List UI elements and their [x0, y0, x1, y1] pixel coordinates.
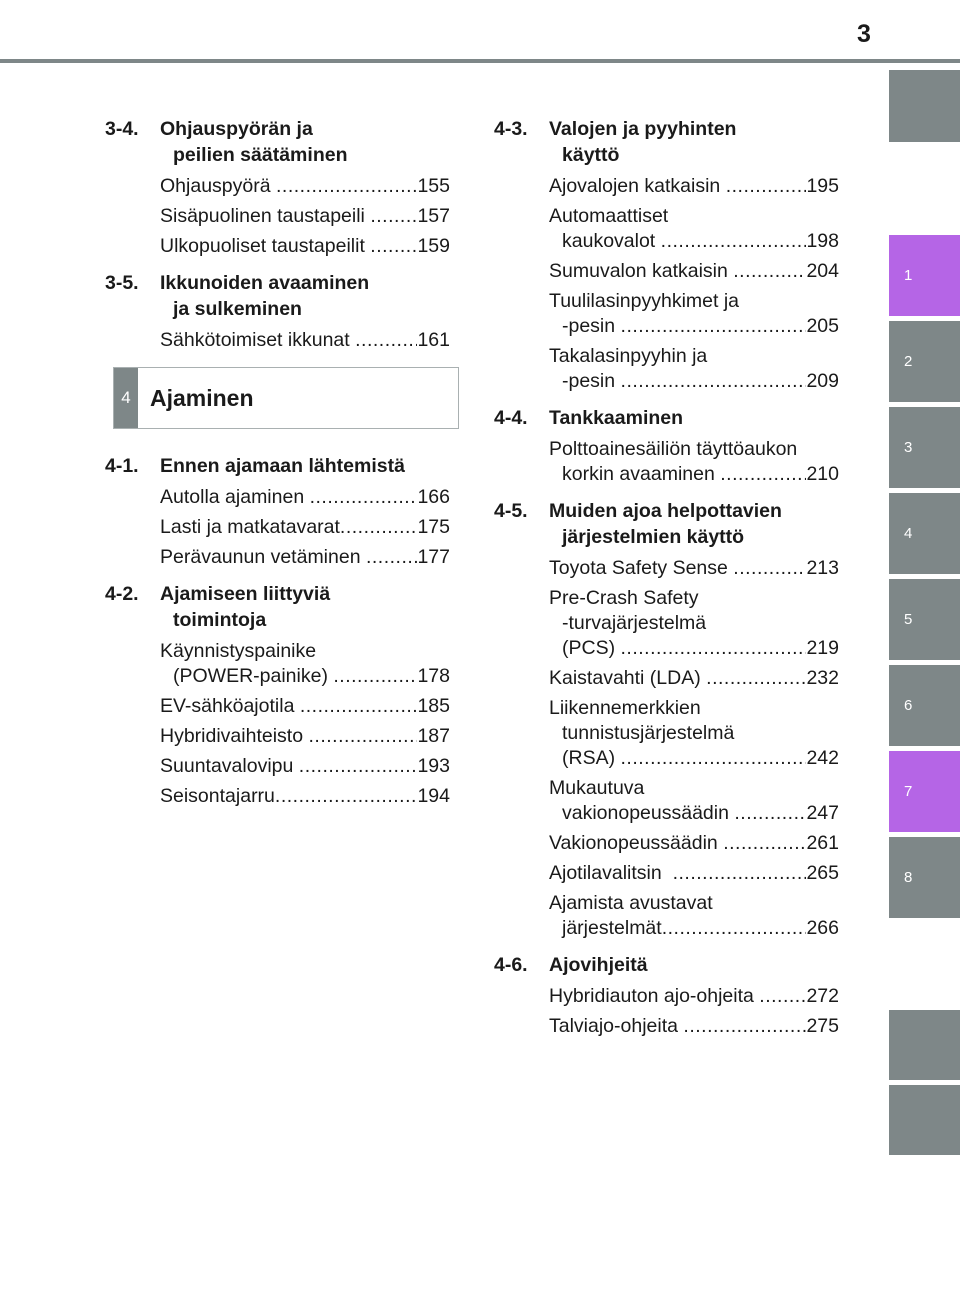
- chapter-tab-label: 6: [904, 697, 913, 714]
- dot-leader: [621, 314, 807, 339]
- toc-entry-text: [549, 666, 839, 691]
- section-title-line: Ennen ajamaan lähtemistä: [160, 455, 405, 477]
- toc-entry-text: [160, 694, 450, 719]
- dot-leader: [720, 462, 806, 487]
- section-number: 4-6.: [494, 954, 528, 976]
- toc-entry-last-line: [549, 314, 839, 339]
- section-number: 4-3.: [494, 118, 528, 140]
- toc-entry-line: Mukautuva: [549, 777, 645, 799]
- toc-section: [494, 405, 839, 487]
- toc-entry-last-line: [160, 328, 450, 353]
- section-number: 4-1.: [105, 455, 139, 477]
- toc-page-number: 159: [417, 235, 450, 257]
- chapter-tab-blank[interactable]: [889, 70, 960, 142]
- toc-entry-last-line: [160, 724, 450, 749]
- toc-page-number: 193: [417, 755, 450, 777]
- toc-entry-text: [160, 515, 450, 540]
- toc-section: [105, 116, 450, 259]
- chapter-tab-5[interactable]: [889, 579, 960, 660]
- toc-page-number: 177: [417, 546, 450, 568]
- toc-entry-label: (RSA): [562, 747, 621, 769]
- toc-entry-text: [160, 204, 450, 229]
- section-number: 3-4.: [105, 118, 139, 140]
- toc-entry-text: [549, 204, 839, 254]
- toc-entry-last-line: [549, 636, 839, 661]
- toc-entry-text: [549, 289, 839, 339]
- dot-leader: [366, 545, 417, 570]
- toc-page-number: 209: [806, 370, 839, 392]
- dot-leader: [300, 694, 418, 719]
- toc-page-number: 157: [417, 205, 450, 227]
- toc-entry[interactable]: [494, 861, 839, 886]
- toc-entry-text: [549, 891, 839, 941]
- chapter-tab-3[interactable]: [889, 407, 960, 488]
- section-title-line: Valojen ja pyyhinten: [549, 118, 737, 140]
- chapter-tab-label: 4: [904, 525, 913, 542]
- toc-page-number: 161: [417, 329, 450, 351]
- toc-entry-last-line: [160, 545, 450, 570]
- toc-entry-label: Lasti ja matkatavarat: [160, 516, 340, 538]
- toc-entry-line: Käynnistyspainike: [160, 640, 317, 662]
- dot-leader: [621, 746, 807, 771]
- chapter-tab-label: 1: [904, 267, 913, 284]
- chapter-tab-blank[interactable]: [889, 1010, 960, 1080]
- dot-leader: [621, 636, 807, 661]
- section-heading: [105, 453, 450, 479]
- chapter-tab-label: 8: [904, 869, 913, 886]
- chapter-tab-8[interactable]: [889, 837, 960, 918]
- toc-page-number: 210: [806, 463, 839, 485]
- toc-entry-text: [549, 344, 839, 394]
- toc-entry-text: [160, 234, 450, 259]
- section-heading: [494, 952, 839, 978]
- toc-entry[interactable]: [494, 289, 839, 339]
- chapter-tab-blank[interactable]: [889, 1085, 960, 1155]
- toc-page-number: 219: [806, 637, 839, 659]
- toc-entry[interactable]: [494, 696, 839, 771]
- section-number: 4-2.: [105, 583, 139, 605]
- toc-page-number: 178: [417, 665, 450, 687]
- toc-entry-line: Tuulilasinpyyhkimet ja: [549, 290, 740, 312]
- toc-entry[interactable]: [494, 776, 839, 826]
- chapter-tab-6[interactable]: [889, 665, 960, 746]
- toc-entry-label: vakionopeussäädin: [562, 802, 735, 824]
- toc-entry-line: Automaattiset: [549, 205, 669, 227]
- toc-page-number: 187: [417, 725, 450, 747]
- toc-entry-last-line: [549, 916, 839, 941]
- section-title-line: Ikkunoiden avaaminen: [160, 272, 370, 294]
- toc-entry[interactable]: [105, 639, 450, 689]
- toc-entry-label: Suuntavalovipu: [160, 755, 299, 777]
- toc-page-number: 272: [806, 985, 839, 1007]
- dot-leader: [662, 916, 807, 941]
- dot-leader: [308, 724, 417, 749]
- toc-page-number: 205: [806, 315, 839, 337]
- toc-page-number: 198: [806, 230, 839, 252]
- toc-entry-line: tunnistusjärjestelmä: [562, 722, 735, 744]
- toc-entry-line: Pre-Crash Safety: [549, 587, 699, 609]
- dot-leader: [355, 328, 417, 353]
- toc-page-number: 213: [806, 557, 839, 579]
- toc-entry-last-line: [549, 369, 839, 394]
- chapter-tab-7[interactable]: [889, 751, 960, 832]
- chapter-title: Ajaminen: [150, 384, 254, 411]
- toc-page-number: 185: [417, 695, 450, 717]
- toc-entry-label: Vakionopeussäädin: [549, 832, 724, 854]
- toc-entry-label: -pesin: [562, 315, 621, 337]
- toc-entry[interactable]: [105, 694, 450, 719]
- toc-entry[interactable]: [494, 831, 839, 856]
- toc-entry-text: [160, 724, 450, 749]
- toc-entry[interactable]: [105, 784, 450, 809]
- toc-left-column: [105, 116, 450, 820]
- dot-leader: [683, 1014, 806, 1039]
- section-title-line: järjestelmien käyttö: [562, 526, 745, 548]
- toc-section: [494, 116, 839, 394]
- toc-entry-label: Hybridivaihteisto: [160, 725, 309, 747]
- toc-section: [105, 581, 450, 809]
- toc-section: [494, 952, 839, 1039]
- toc-page-number: 155: [417, 175, 450, 197]
- toc-page-number: 175: [417, 516, 450, 538]
- toc-entry-label: Ajotilavalitsin: [549, 862, 673, 884]
- section-title-line: Ajamiseen liittyviä: [160, 583, 331, 605]
- toc-entry-text: [549, 1014, 839, 1039]
- toc-section: [105, 453, 450, 570]
- dot-leader: [276, 174, 417, 199]
- toc-entry-text: [549, 586, 839, 661]
- dot-leader: [673, 861, 807, 886]
- section-heading: [105, 581, 450, 633]
- chapter-tab-label: 5: [904, 611, 913, 628]
- toc-entry-last-line: [160, 784, 450, 809]
- section-title-line: toimintoja: [173, 609, 267, 631]
- chapter-tab-2[interactable]: [889, 321, 960, 402]
- toc-entry[interactable]: [494, 984, 839, 1009]
- dot-leader: [759, 984, 806, 1009]
- section-title-line: peilien säätäminen: [173, 144, 348, 166]
- toc-entry[interactable]: [105, 204, 450, 229]
- toc-entry-last-line: [160, 664, 450, 689]
- toc-entry[interactable]: [105, 485, 450, 510]
- toc-entry-last-line: [549, 746, 839, 771]
- toc-entry[interactable]: [105, 328, 450, 353]
- toc-entry-line: -turvajärjestelmä: [562, 612, 707, 634]
- toc-entry-last-line: [160, 754, 450, 779]
- chapter-tab-4[interactable]: [889, 493, 960, 574]
- toc-entry[interactable]: [494, 666, 839, 691]
- section-title-line: Ohjauspyörän ja: [160, 118, 313, 140]
- toc-entry-last-line: [549, 831, 839, 856]
- section-number: 4-4.: [494, 407, 528, 429]
- toc-entry-text: [549, 437, 839, 487]
- toc-entry-label: korkin avaaminen: [562, 463, 721, 485]
- toc-entry[interactable]: [494, 556, 839, 581]
- toc-entry-text: [549, 556, 839, 581]
- dot-leader: [370, 234, 417, 259]
- toc-entry[interactable]: [105, 234, 450, 259]
- toc-page-number: 166: [417, 486, 450, 508]
- toc-entry-line: Liikennemerkkien: [549, 697, 701, 719]
- toc-entry-label: Ulkopuoliset taustapeilit: [160, 235, 371, 257]
- toc-entry-last-line: [549, 984, 839, 1009]
- dot-leader: [661, 229, 807, 254]
- toc-entry-label: järjestelmät: [562, 917, 662, 939]
- toc-entry[interactable]: [494, 259, 839, 284]
- section-heading: [105, 116, 450, 168]
- toc-entry-line: Polttoainesäiliön täyttöaukon: [549, 438, 798, 460]
- toc-page-number: 266: [806, 917, 839, 939]
- toc-entry-label: Seisontajarru: [160, 785, 275, 807]
- chapter-tab-1[interactable]: [889, 235, 960, 316]
- toc-entry-last-line: [549, 462, 839, 487]
- toc-entry-text: [549, 174, 839, 199]
- toc-entry-text: [549, 259, 839, 284]
- toc-entry-text: [160, 174, 450, 199]
- toc-entry-last-line: [160, 234, 450, 259]
- chapter-heading-box: [113, 367, 459, 429]
- chapter-tab-label: 3: [904, 439, 913, 456]
- toc-section: [105, 270, 450, 353]
- toc-page-number: 242: [806, 747, 839, 769]
- toc-entry-text: [160, 754, 450, 779]
- toc-entry-label: Toyota Safety Sense: [549, 557, 734, 579]
- toc-entry-label: (POWER-painike): [173, 665, 334, 687]
- toc-entry[interactable]: [494, 1014, 839, 1039]
- toc-entry[interactable]: [105, 545, 450, 570]
- toc-section: [494, 498, 839, 941]
- toc-entry-last-line: [160, 694, 450, 719]
- toc-entry-label: Sähkötoimiset ikkunat: [160, 329, 356, 351]
- section-heading: [494, 405, 839, 431]
- toc-entry-text: [160, 485, 450, 510]
- dot-leader: [299, 754, 418, 779]
- toc-entry-label: Talviajo-ohjeita: [549, 1015, 684, 1037]
- toc-entry-last-line: [549, 1014, 839, 1039]
- toc-entry-label: Perävaunun vetäminen: [160, 546, 366, 568]
- page-number: 3: [857, 20, 871, 48]
- toc-entry-last-line: [160, 515, 450, 540]
- dot-leader: [726, 174, 807, 199]
- toc-entry[interactable]: [105, 724, 450, 749]
- section-title-line: Muiden ajoa helpottavien: [549, 500, 782, 522]
- toc-page-number: 204: [806, 260, 839, 282]
- toc-entry-last-line: [549, 174, 839, 199]
- toc-entry-last-line: [160, 485, 450, 510]
- toc-entry-text: [549, 696, 839, 771]
- toc-page-number: 247: [806, 802, 839, 824]
- dot-leader: [310, 485, 418, 510]
- toc-entry-last-line: [549, 861, 839, 886]
- toc-entry-text: [549, 984, 839, 1009]
- dot-leader: [275, 784, 418, 809]
- dot-leader: [340, 515, 418, 540]
- toc-entry-text: [549, 776, 839, 826]
- toc-entry-label: Sisäpuolinen taustapeili: [160, 205, 371, 227]
- toc-entry-last-line: [549, 556, 839, 581]
- section-number: 3-5.: [105, 272, 139, 294]
- section-title-line: ja sulkeminen: [173, 298, 302, 320]
- toc-page-number: 265: [806, 862, 839, 884]
- toc-entry-line: Takalasinpyyhin ja: [549, 345, 708, 367]
- toc-entry-text: [549, 861, 839, 886]
- toc-entry-label: Sumuvalon katkaisin: [549, 260, 734, 282]
- toc-entry[interactable]: [494, 204, 839, 254]
- toc-entry-text: [160, 545, 450, 570]
- toc-entry-label: Autolla ajaminen: [160, 486, 310, 508]
- dot-leader: [333, 664, 417, 689]
- toc-page-number: 232: [806, 667, 839, 689]
- chapter-tab-label: 2: [904, 353, 913, 370]
- toc-page-number: 275: [806, 1015, 839, 1037]
- toc-entry-label: Kaistavahti (LDA): [549, 667, 707, 689]
- section-heading: [494, 116, 839, 168]
- dot-leader: [723, 831, 806, 856]
- toc-entry-text: [549, 831, 839, 856]
- toc-entry-last-line: [549, 229, 839, 254]
- toc-right-column: [494, 116, 839, 1050]
- toc-entry[interactable]: [105, 754, 450, 779]
- toc-entry-line: Ajamista avustavat: [549, 892, 713, 914]
- toc-entry-label: Ohjauspyörä: [160, 175, 276, 197]
- toc-entry-last-line: [549, 666, 839, 691]
- toc-entry[interactable]: [105, 515, 450, 540]
- toc-entry[interactable]: [494, 174, 839, 199]
- toc-entry[interactable]: [494, 891, 839, 941]
- toc-entry-text: [160, 784, 450, 809]
- toc-entry-label: (PCS): [562, 637, 621, 659]
- toc-entry[interactable]: [494, 344, 839, 394]
- section-heading: [494, 498, 839, 550]
- toc-entry-label: -pesin: [562, 370, 621, 392]
- dot-leader: [734, 801, 806, 826]
- toc-page-number: 194: [417, 785, 450, 807]
- dot-leader: [733, 556, 806, 581]
- section-number: 4-5.: [494, 500, 528, 522]
- toc-page-number: 261: [806, 832, 839, 854]
- section-title-line: Ajovihjeitä: [549, 954, 648, 976]
- toc-entry[interactable]: [105, 174, 450, 199]
- section-title-line: käyttö: [562, 144, 620, 166]
- header-rule: [0, 59, 960, 63]
- chapter-number: 4: [114, 368, 138, 428]
- toc-page-number: 195: [806, 175, 839, 197]
- toc-entry-last-line: [160, 174, 450, 199]
- toc-entry-last-line: [160, 204, 450, 229]
- dot-leader: [706, 666, 806, 691]
- chapter-tab-label: 7: [904, 783, 913, 800]
- dot-leader: [621, 369, 807, 394]
- section-title-line: Tankkaaminen: [549, 407, 684, 429]
- toc-entry-label: EV-sähköajotila: [160, 695, 300, 717]
- dot-leader: [370, 204, 417, 229]
- toc-entry-text: [160, 639, 450, 689]
- toc-entry-label: Ajovalojen katkaisin: [549, 175, 726, 197]
- dot-leader: [733, 259, 806, 284]
- toc-entry[interactable]: [494, 437, 839, 487]
- toc-entry-text: [160, 328, 450, 353]
- toc-entry[interactable]: [494, 586, 839, 661]
- toc-entry-label: Hybridiauton ajo-ohjeita: [549, 985, 760, 1007]
- section-heading: [105, 270, 450, 322]
- toc-entry-last-line: [549, 259, 839, 284]
- toc-entry-label: kaukovalot: [562, 230, 661, 252]
- toc-entry-last-line: [549, 801, 839, 826]
